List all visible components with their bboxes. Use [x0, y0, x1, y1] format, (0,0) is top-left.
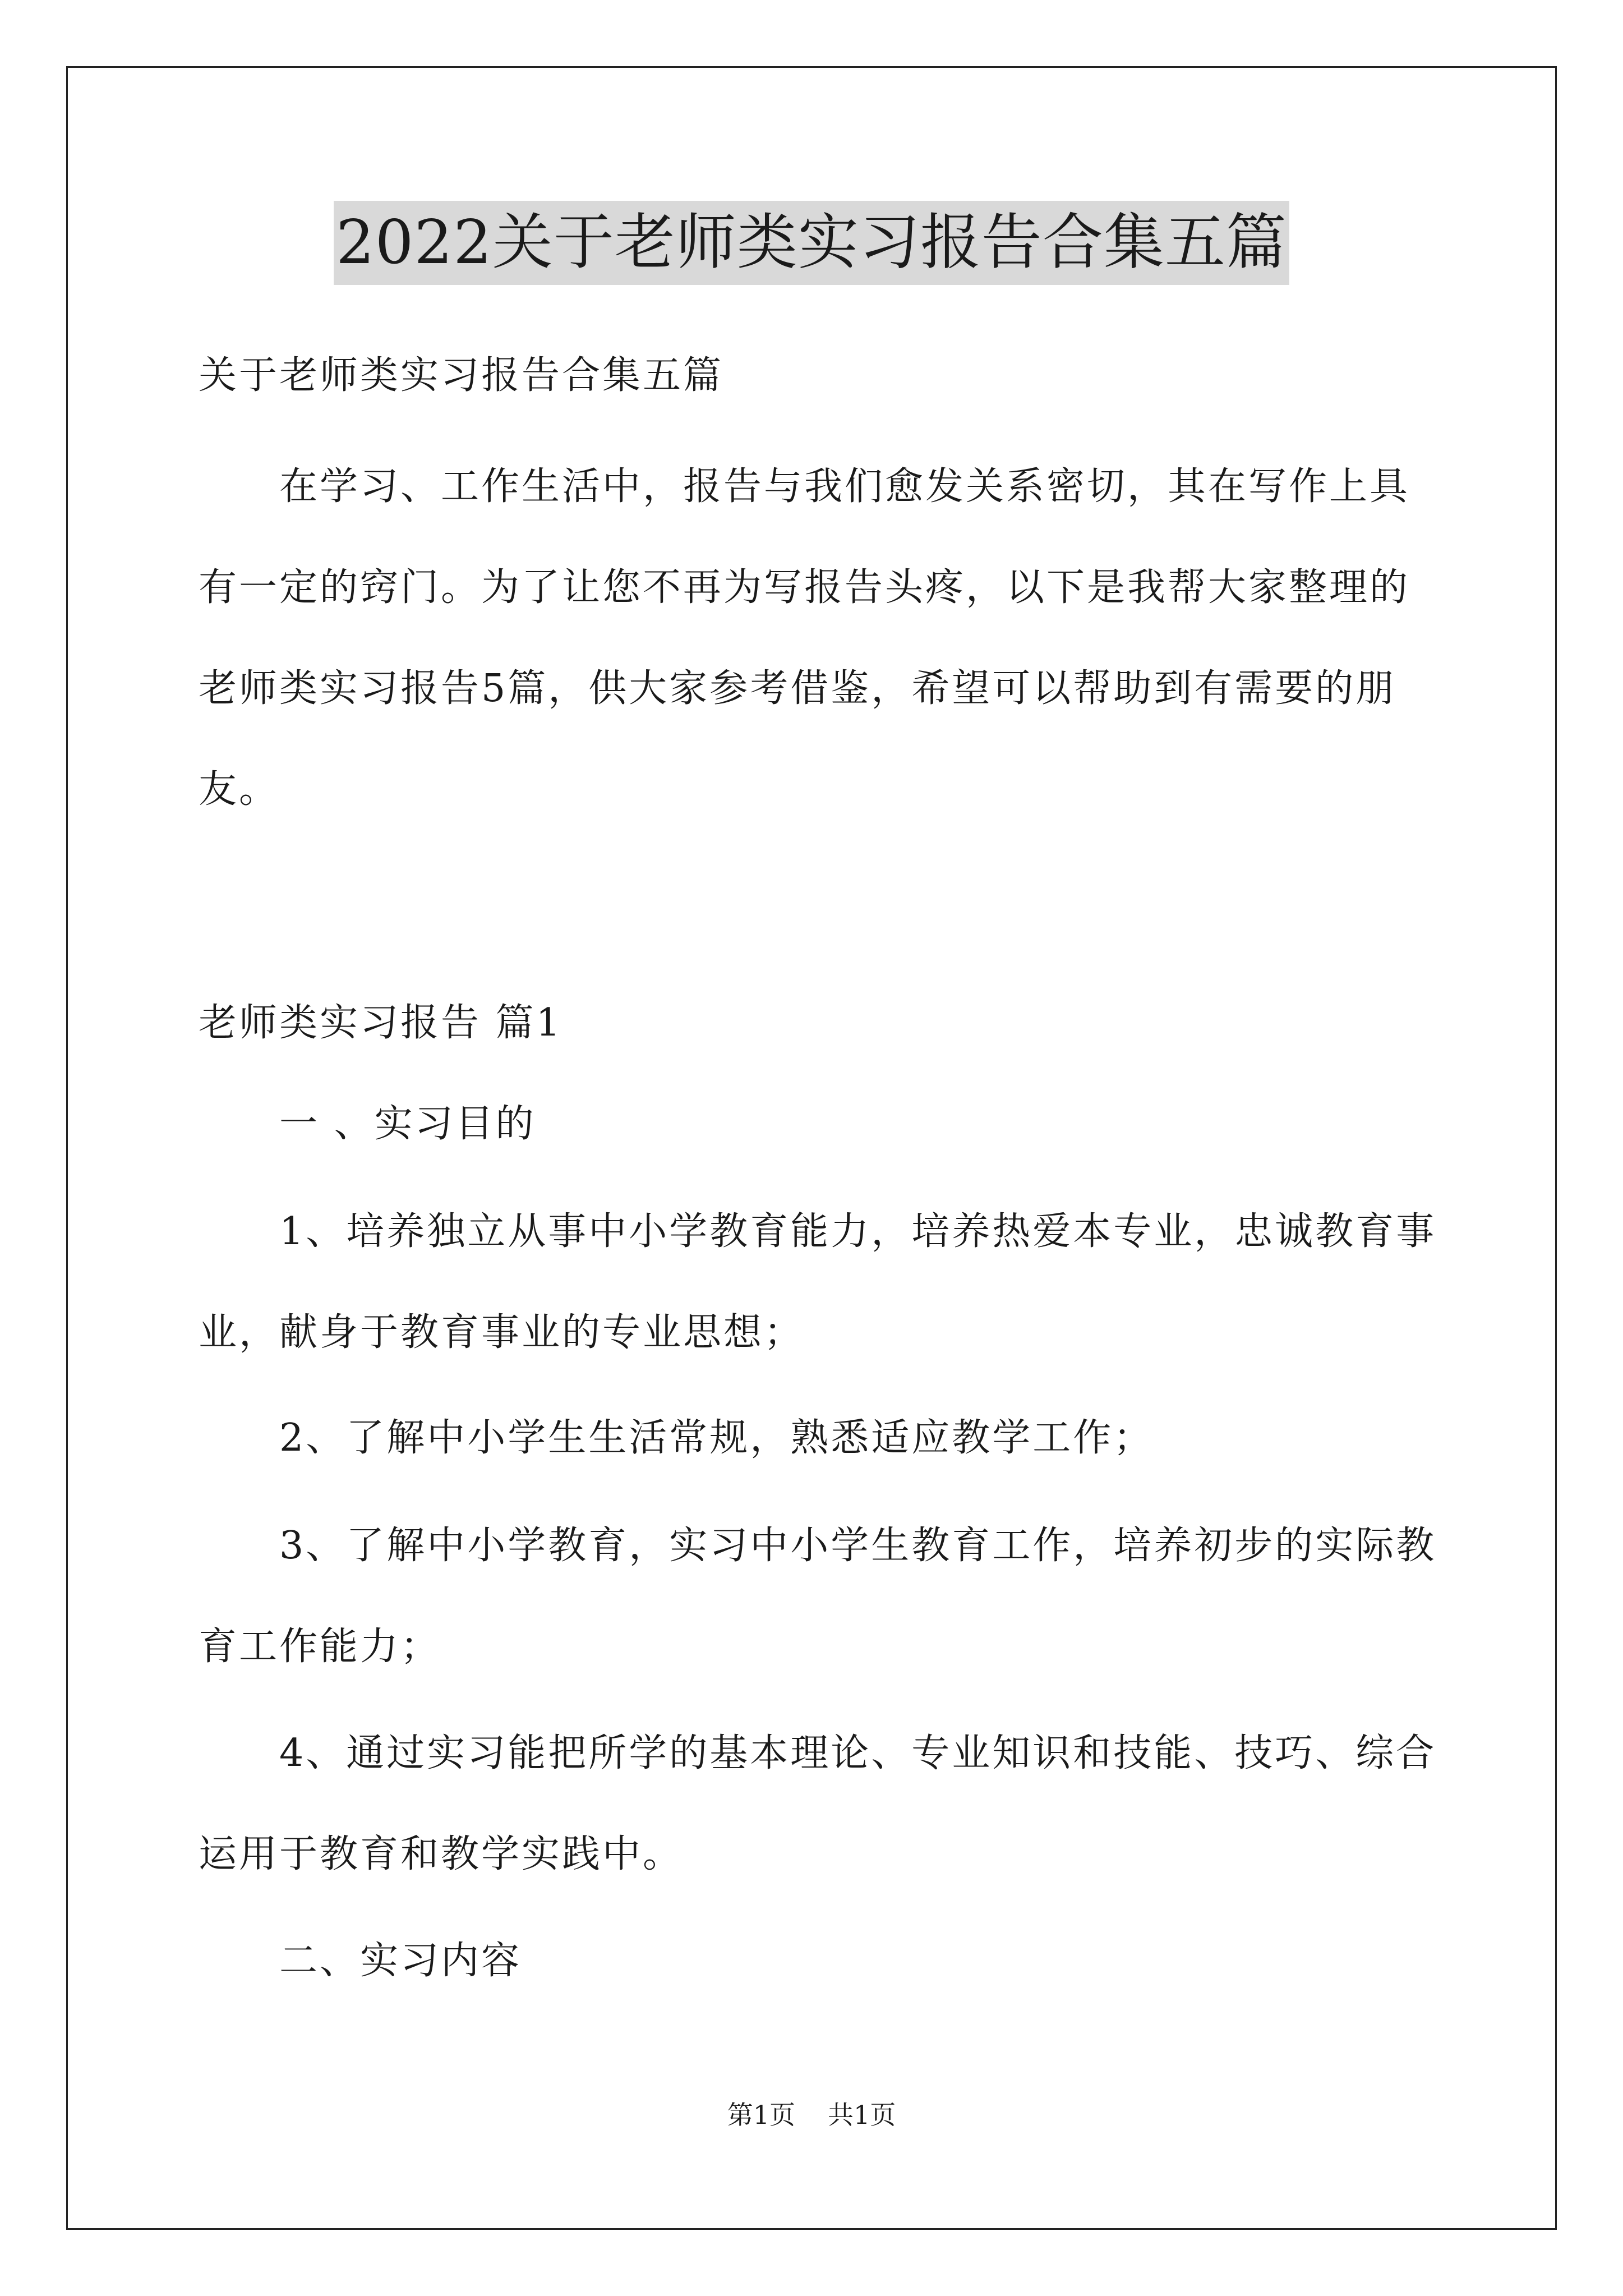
part2-heading: 二、实习内容 [279, 1939, 522, 1983]
item-line-2: 业，献身于教育事业的专业思想； [199, 1310, 805, 1355]
page-footer [0, 2098, 1623, 2132]
item-line-5: 育工作能力； [199, 1625, 441, 1669]
document-title: 2022关于老师类实习报告合集五篇 [334, 201, 1289, 285]
item-line-4: 3、了解中小学教育，实习中小学生教育工作，培养初步的实际教 [279, 1524, 1437, 1568]
intro-line-2: 有一定的窍门。为了让您不再为写报告头疼，以下是我帮大家整理的 [199, 565, 1410, 610]
item-line-7: 运用于教育和教学实践中。 [199, 1832, 684, 1876]
item-line-3: 2、了解中小学生生活常规，熟悉适应教学工作； [279, 1416, 1154, 1460]
section-heading: 老师类实习报告 篇1 [199, 1001, 562, 1045]
page-number: 第1页 [727, 2100, 795, 2130]
part1-heading: 一 、实习目的 [279, 1102, 536, 1146]
intro-line-3: 老师类实习报告5篇，供大家参考借鉴，希望可以帮助到有需要的朋 [199, 666, 1396, 711]
page-total: 共1页 [828, 2100, 896, 2130]
item-line-1: 1、培养独立从事中小学教育能力，培养热爱本专业，忠诚教育事 [279, 1209, 1437, 1254]
item-line-6: 4、通过实习能把所学的基本理论、专业知识和技能、技巧、综合 [279, 1731, 1437, 1775]
intro-line-1: 在学习、工作生活中，报告与我们愈发关系密切，其在写作上具 [279, 464, 1410, 509]
title-container [0, 201, 1623, 285]
intro-line-4: 友。 [199, 767, 280, 812]
document-subtitle: 关于老师类实习报告合集五篇 [199, 353, 724, 398]
